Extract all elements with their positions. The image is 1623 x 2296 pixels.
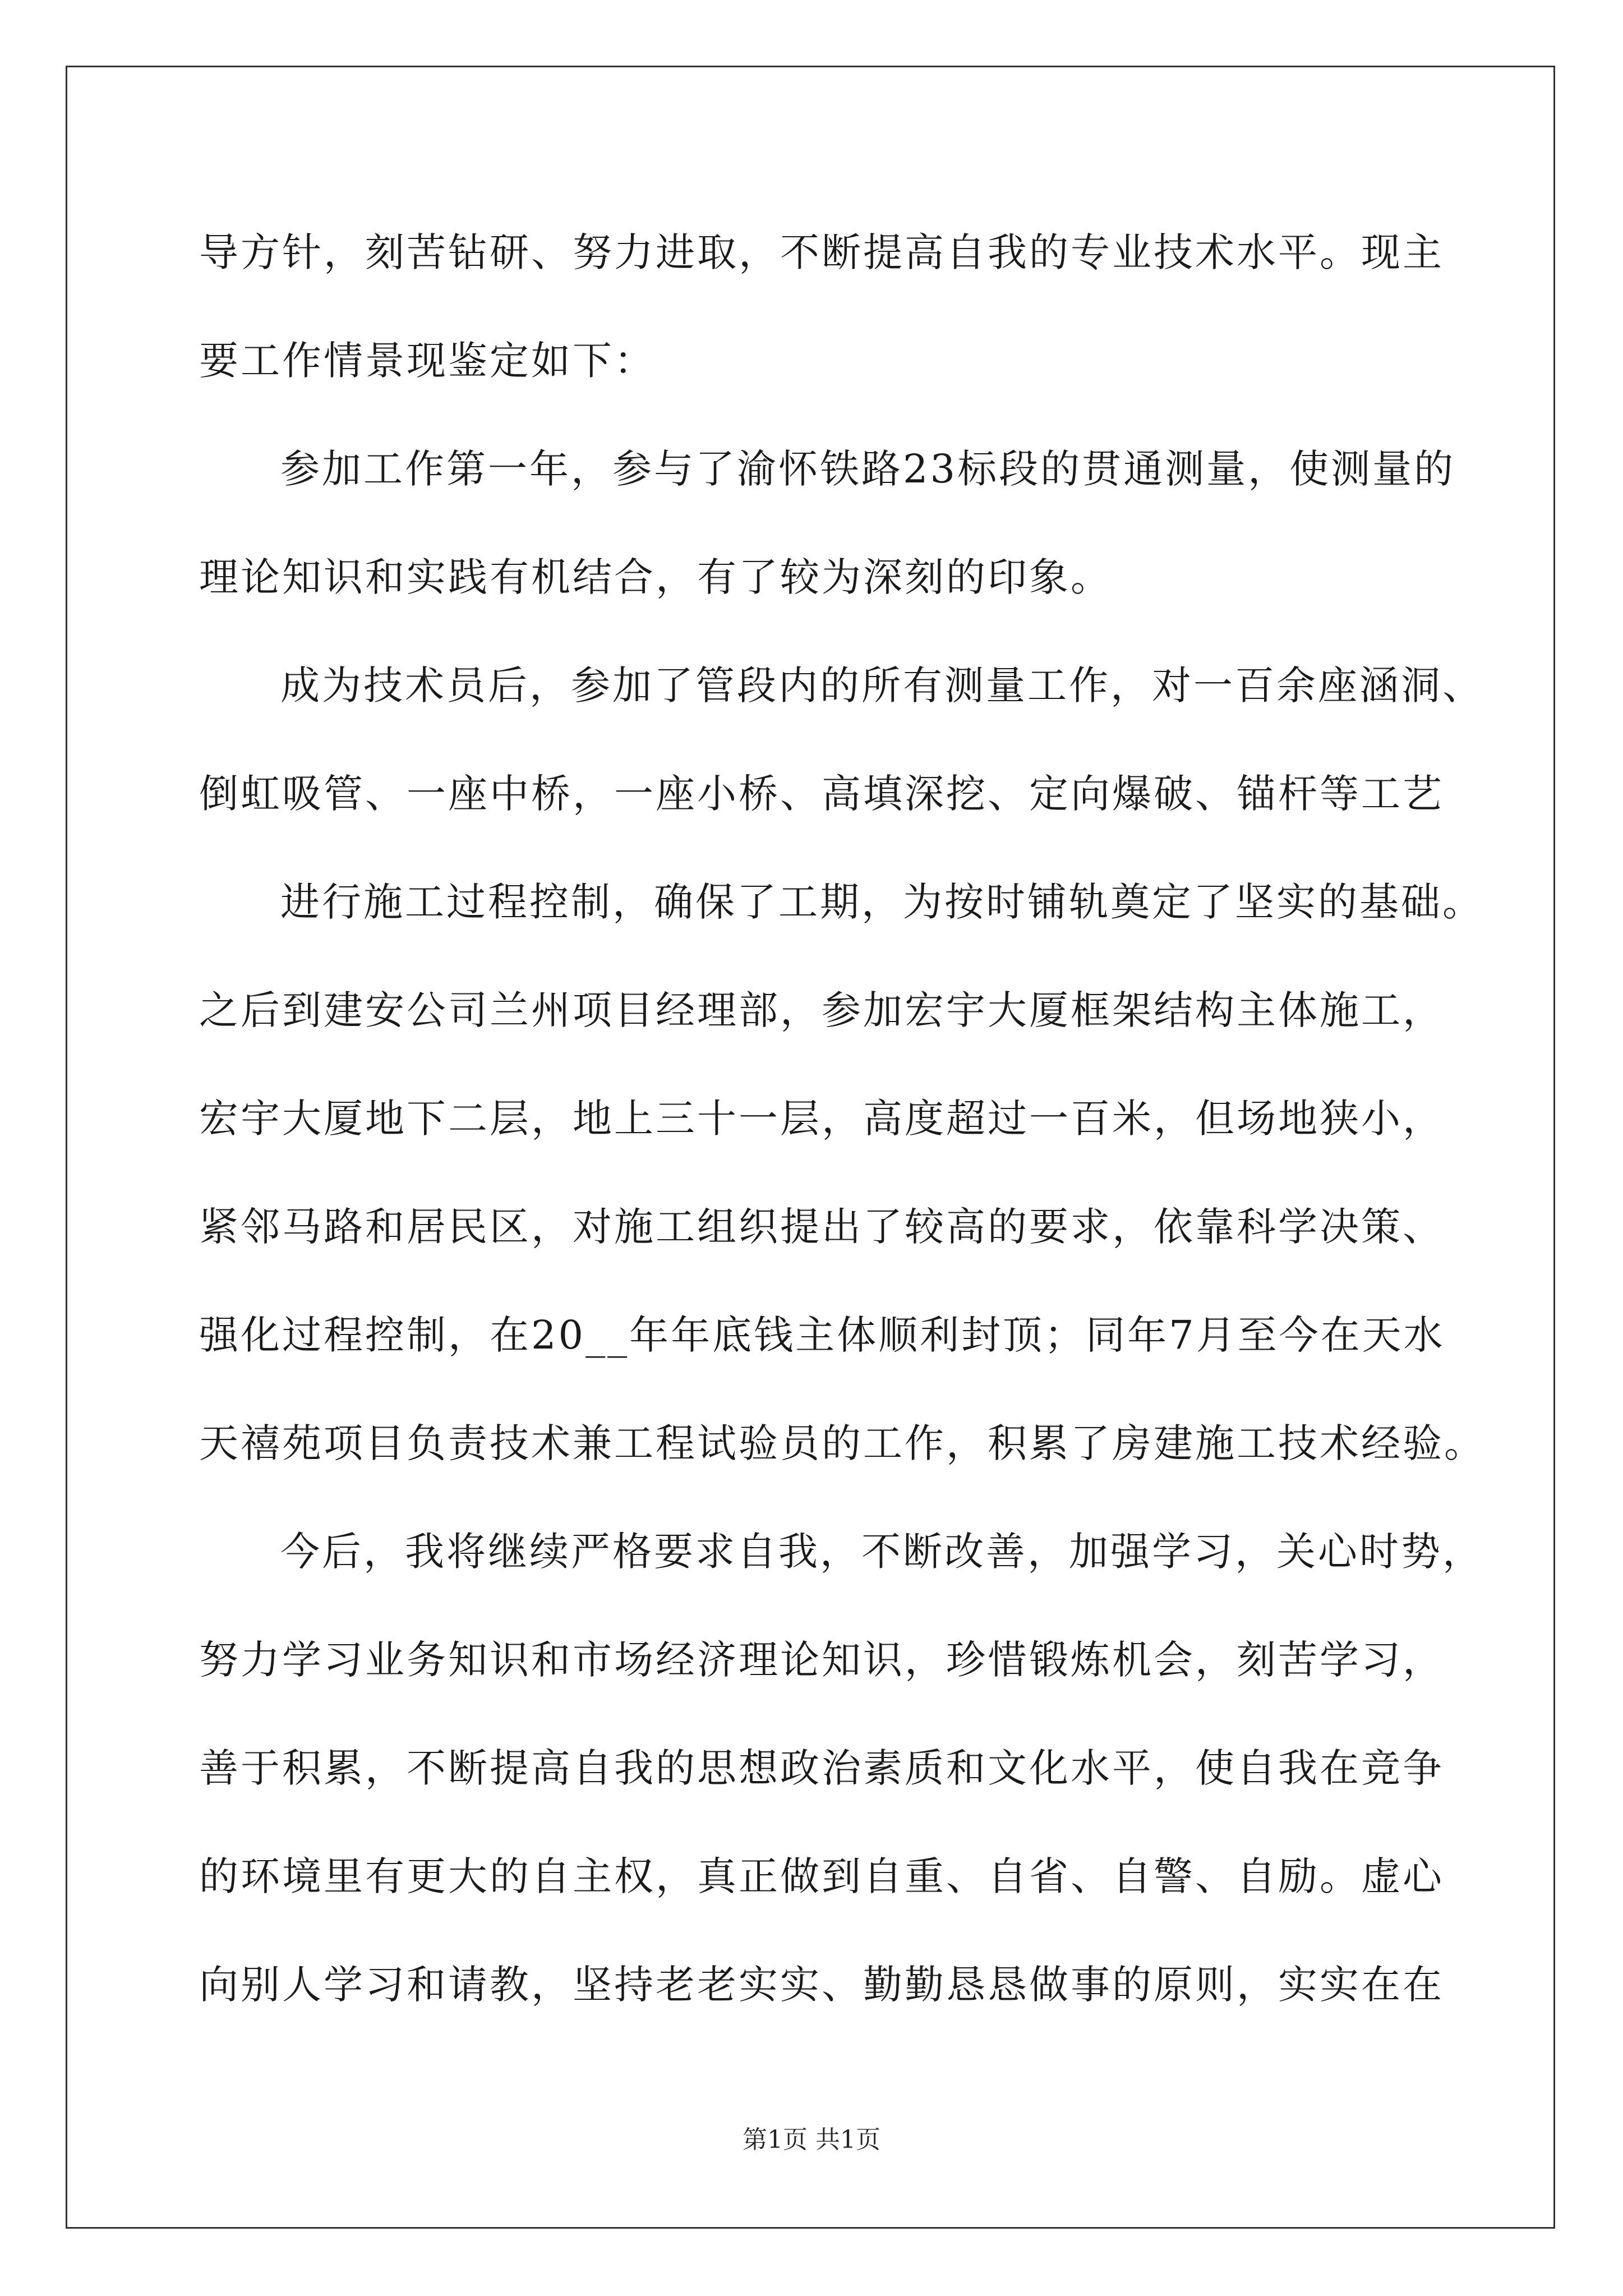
body-text-line: 努力学习业务知识和市场经济理论知识，珍惜锻炼机会，刻苦学习， xyxy=(199,1637,1444,1683)
body-text-line: 天禧苑项目负责技术兼工程试验员的工作，积累了房建施工技术经验。 xyxy=(199,1420,1486,1466)
body-text-line: 理论知识和实践有机结合，有了较为深刻的印象。 xyxy=(199,554,1112,600)
body-text-line: 善于积累，不断提高自我的思想政治素质和文化水平，使自我在竞争 xyxy=(199,1745,1444,1791)
body-text-line: 向别人学习和请教，坚持老老实实、勤勤恳恳做事的原则，实实在在 xyxy=(199,1962,1444,2008)
body-text-line: 要工作情景现鉴定如下： xyxy=(199,338,656,384)
body-text-line: 紧邻马路和居民区，对施工组织提出了较高的要求，依靠科学决策、 xyxy=(199,1204,1444,1250)
body-text-line: 今后，我将继续严格要求自我，不断改善，加强学习，关心时势， xyxy=(280,1529,1484,1575)
body-text-line: 强化过程控制，在20__年年底钱主体顺利封顶；同年7月至今在天水 xyxy=(199,1312,1445,1358)
body-text-line: 之后到建安公司兰州项目经理部，参加宏宇大厦框架结构主体施工， xyxy=(199,987,1444,1033)
body-text-line: 的环境里有更大的自主权，真正做到自重、自省、自警、自励。虚心 xyxy=(199,1853,1444,1899)
body-text-line: 进行施工过程控制，确保了工期，为按时铺轨奠定了坚实的基础。 xyxy=(280,879,1484,925)
body-text-line: 宏宇大厦地下二层，地上三十一层，高度超过一百米，但场地狭小， xyxy=(199,1096,1444,1142)
page-number-footer: 第1页 共1页 xyxy=(743,2125,880,2154)
body-text-line: 导方针，刻苦钻研、努力进取，不断提高自我的专业技术水平。现主 xyxy=(199,229,1444,275)
body-text-line: 倒虹吸管、一座中桥，一座小桥、高填深挖、定向爆破、锚杆等工艺 xyxy=(199,771,1444,817)
body-text-line: 成为技术员后，参加了管段内的所有测量工作，对一百余座涵洞、 xyxy=(280,662,1484,708)
body-text-line: 参加工作第一年，参与了渝怀铁路23标段的贯通测量，使测量的 xyxy=(280,446,1456,492)
